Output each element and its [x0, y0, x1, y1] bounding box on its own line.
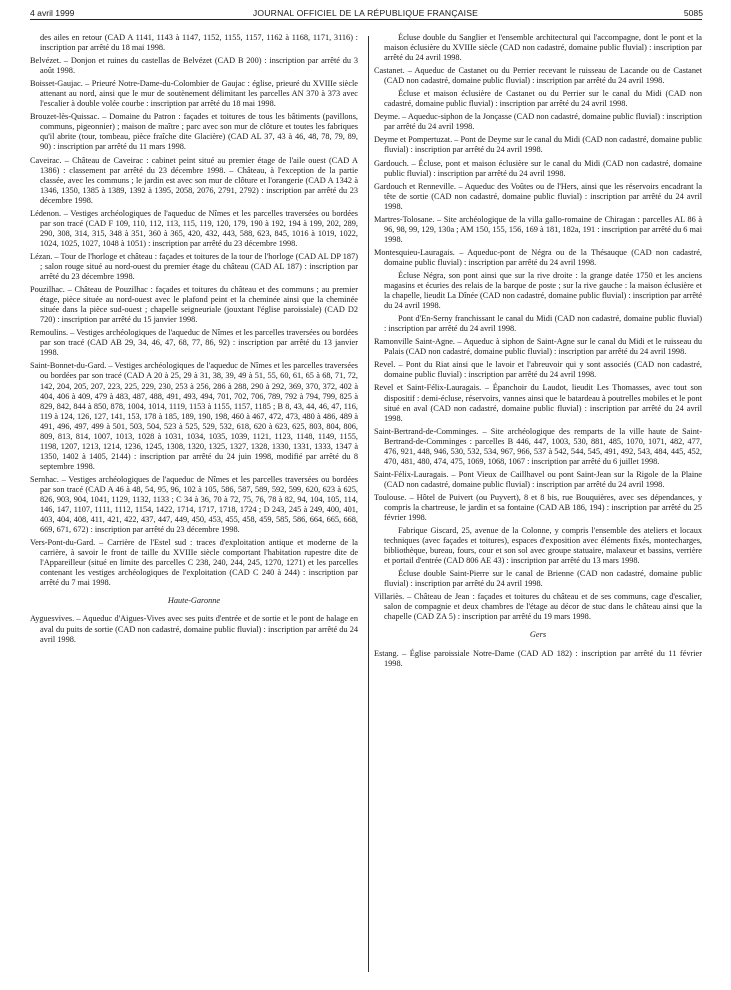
- department-heading: Haute-Garonne: [167, 596, 221, 606]
- entry-castanet: Castanet. – Aqueduc de Castanet ou du Perrier recevant le ruisseau de Lacande ou de Castanet (CAD non cadastré, domaine public fluvial) : inscription par arrêté du 24 avril 1998.: [374, 66, 702, 86]
- entry-sernhac: Sernhac. – Vestiges archéologiques de l'aqueduc de Nîmes et les parcelles traversées ou bordées par son tracé (CAD A 46 à 48, 54, 95, 96, 102 à 105, 586, 587, 589, 592, 599, 620, 623 à 625, 826, 903, 904, 1041, 1129, 1132, 1133 ; C 34 à 36, 70 à 72, 75, 76, 78 à 82, 94, 104, 105, 114, 146, 147, 1107, 1111, 1112, 1154, 1422, 1714, 1717, 1718, 1724 ; D 243, 245 à 249, 400, 401, 403, 404, 408, 411, 421, 422, 437, 447, 449, 450, 453, 455, 458, 459, 585, 586, 664, 665, 668, 669, 671, 672) : inscription par arrêté du 23 décembre 1998.: [30, 474, 358, 535]
- entry-caveirac: Caveirac. – Château de Caveirac : cabinet peint situé au premier étage de l'aile ouest (CAD A 1386) : classement par arrêté du 23 décembre 1998. – Château, à l'exception de la partie classée, avec les communs ; le jardin est avec son mur de clôture et l'orangerie (CAD A 1342 à 1346, 1350, 1385 à 1389, 1392 à 1395, 2058, 2076, 2791, 2792) : inscription par arrêté du 23 décembre 1998.: [30, 155, 358, 205]
- entry-saint-bertrand: Saint-Bertrand-de-Comminges. – Site archéologique des remparts de la ville haute de Saint-Bertrand-de-Comminges : parcelles B 446, 447, 1003, 530, 881, 485, 1070, 1071, 482, 477, 476, 921, 448, 946, 530, 532, 534, 967, 966, 537 à 542, 544, 545, 491, 492, 543, 484, 445, 452, 470, 481, 480, 474, 475, 1069, 1068, 1067 : inscription par arrêté du 6 juillet 1998.: [374, 426, 702, 466]
- entry-gardouch: Gardouch. – Écluse, pont et maison éclusière sur le canal du Midi (CAD non cadastré, domaine public fluvial) : inscription par arrêté du 24 avril 1998.: [374, 158, 702, 178]
- column-divider: [368, 36, 369, 972]
- issue-date: 4 avril 1999: [30, 8, 75, 18]
- page-header: [0, 0, 731, 22]
- entry-martres-tolosane: Martres-Tolosane. – Site archéologique de la villa gallo-romaine de Chiragan : parcelles AL 86 à 96, 98, 99, 129, 130a ; AM 150, 155, 156, 169 à 181, 182a, 191 : inscription par arrêté du 6 mai 1998.: [374, 214, 702, 244]
- journal-title: JOURNAL OFFICIEL DE LA RÉPUBLIQUE FRANÇAISE: [252, 8, 479, 18]
- entry-saint-bonnet-du-gard: Saint-Bonnet-du-Gard. – Vestiges archéologiques de l'aqueduc de Nîmes et les parcelles traversées ou bordées par son tracé (CAD A 20 à 25, 29 à 31, 38, 39, 49 à 51, 55, 60, 61, 65 à 68, 71, 72, 142, 204, 205, 207, 223, 225, 229, 230, 253 à 256, 286 à 288, 290 à 292, 369, 370, 372, 402 à 404, 406 à 409, 479 à 483, 487, 488, 491, 493, 494, 701, 702, 706, 789, 792 à 794, 799, 825 à 829, 842, 844 à 850, 878, 1004, 1014, 1119, 1153 à 1155, 1157, 1185 ; B 8, 43, 44, 46, 47, 116, 119 à 124, 126, 127, 141, 153, 178 à 185, 189, 190, 198, 460 à 467, 472, 473, 480 à 486, 489 à 491, 496, 497, 499 à 501, 503, 504, 523 à 525, 529, 532, 618, 620 à 623, 625, 803, 804, 806, 809, 813, 814, 1007, 1013, 1028 à 1031, 1034, 1035, 1039, 1121, 1123, 1148, 1149, 1155, 1198, 1207, 1213, 1214, 1236, 1245, 1308, 1320, 1325, 1327, 1328, 1330, 1331, 1333, 1347 à 1350, 1402 à 1405, 2144) : inscription par arrêté du 24 juin 1998, modifié par arrêté du 8 septembre 1998.: [30, 361, 358, 471]
- entry-castanet-ecluse: Écluse et maison éclusière de Castanet ou du Perrier sur le canal du Midi (CAD non cadastré, domaine public fluvial) : inscription par arrêté du 24 avril 1998.: [384, 89, 702, 109]
- entry-deyme-pompertuzat: Deyme et Pompertuzat. – Pont de Deyme sur le canal du Midi (CAD non cadastré, domaine public fluvial) : inscription par arrêté du 24 avril 1998.: [374, 135, 702, 155]
- entry-pouzilhac: Pouzilhac. – Château de Pouzilhac : façades et toitures du château et des communs ; au premier étage, pièce située au nord-ouest avec le plafond peint et la cheminée ainsi que la cheminée située dans la pièce sud-ouest ; chapelle seigneuriale (jouxtant l'église paroissiale) (CAD D2 720) : inscription par arrêté du 15 janvier 1998.: [30, 285, 358, 325]
- entry-continuation: des ailes en retour (CAD A 1141, 1143 à 1147, 1152, 1155, 1157, 1162 à 1168, 1171, 3116) : inscription par arrêté du 18 mai 1998.: [40, 33, 358, 53]
- entry-brouzet-les-quissac: Brouzet-lès-Quissac. – Domaine du Patron : façades et toitures de tous les bâtiments (pavillons, communs, pigeonnier) ; maison de maître ; parc avec son mur de clôture et toutes les fabriques qu'il abrite (tour, tombeau, pièce fraîche dite Glacière) (CAD AL 37, 43 à 46, 48, 78, 79, 89, 90) : inscription par arrêté du 11 mars 1998.: [30, 112, 358, 152]
- entry-ramonville: Ramonville Saint-Agne. – Aqueduc à siphon de Saint-Agne sur le canal du Midi et le ruisseau du Palais (CAD non cadastré, domaine public fluvial) : inscription par arrêté du 24 avril 1998.: [374, 337, 702, 357]
- entry-saint-felix: Saint-Félix-Lauragais. – Pont Vieux de Caillhavel ou pont Saint-Jean sur la Rigole de la Plaine (CAD non cadastré, domaine public fluvial) : inscription par arrêté du 24 avril 1998.: [374, 469, 702, 489]
- page-number: 5085: [683, 8, 703, 18]
- entry-remoulins: Remoulins. – Vestiges archéologiques de l'aqueduc de Nîmes et les parcelles traversées ou bordées par son tracé (CAD AB 29, 34, 46, 47, 68, 77, 86, 92) : inscription par arrêté du 13 janvier 1998.: [30, 328, 358, 358]
- entry-ledenon: Lédenon. – Vestiges archéologiques de l'aqueduc de Nîmes et les parcelles traversées ou bordées par son tracé (CAD F 109, 110, 112, 113, 115, 119, 120, 179, 190 à 192, 194 à 199, 202, 289, 290, 308, 314, 315, 348 à 351, 360 à 365, 420, 432, 443, 588, 623, 845, 1016 à 1019, 1022, 1024, 1025, 1027, 1048 à 1051) : inscription par arrêté du 23 décembre 1998.: [30, 208, 358, 248]
- right-column: [374, 33, 702, 672]
- entry-toulouse-fabrique: Fabrique Giscard, 25, avenue de la Colonne, y compris l'ensemble des ateliers et locaux techniques (avec façades et toitures), espaces d'exposition avec éléments fixés, montecharges, bibliothèque, bureau, fours, cour et son sol avec groupe statuaire, malaxeur et bassins, verrière et portail d'entrée (CAD 806 AE 43) : inscription par arrêté du 13 mars 1998.: [384, 526, 702, 566]
- entry-montesquieu-ecluse: Écluse Négra, son pont ainsi que sur la rive droite : la grange datée 1750 et les anciens magasins et écuries des relais de la barque de poste ; sur la rive gauche : la maison éclusière et la chapelle, lieudit La Dînée (CAD non cadastré, domaine public fluvial) : inscription par arrêté du 24 avril 1998.: [384, 270, 702, 311]
- left-column: [30, 33, 358, 648]
- entry-belvezet: Belvézet. – Donjon et ruines du castellas de Belvézet (CAD B 200) : inscription par arrêté du 3 août 1998.: [30, 56, 358, 76]
- entry-deyme: Deyme. – Aqueduc-siphon de la Jonçasse (CAD non cadastré, domaine public fluvial) : inscription par arrêté du 24 avril 1998.: [374, 112, 702, 132]
- entry-montesquieu-lauragais: Montesquieu-Lauragais. – Aqueduc-pont de Négra ou de la Thésauque (CAD non cadastré, domaine public fluvial) : inscription par arrêté du 24 avril 1998.: [374, 247, 702, 267]
- entry-continuation: Écluse double du Sanglier et l'ensemble architectural qui l'accompagne, dont le pont et la maison éclusière du XVIIIe siècle (CAD non cadastré, domaine public fluvial) : inscription par arrêté du 24 avril 1998.: [384, 33, 702, 63]
- entry-toulouse-ecluse: Écluse double Saint-Pierre sur le canal de Brienne (CAD non cadastré, domaine public fluvial) : inscription par arrêté du 24 avril 1998.: [384, 569, 702, 589]
- entry-villaries: Villariès. – Château de Jean : façades et toitures du château et de ses communs, cage d'escalier, salon de compagnie et deux chambres de l'étage au décor de stuc dans le château ainsi que la chapelle (CAD ZA 5) : inscription par arrêté du 19 mars 1998.: [374, 592, 702, 622]
- entry-vers-pont-du-gard: Vers-Pont-du-Gard. – Carrière de l'Estel sud : traces d'exploitation antique et moderne de la carrière, à savoir le front de taille du XVIIIe siècle comportant l'habitation rupestre dite de l'Appareilleur (situé en limite des parcelles C 238, 240, 244, 245, 1270, 1271) et les parcelles contenant les vestiges archéologiques de l'exploitation (CAD C 240 à 244) : inscription par arrêté du 7 mai 1998.: [30, 538, 358, 588]
- entry-revel: Revel. – Pont du Riat ainsi que le lavoir et l'abreuvoir qui y sont associés (CAD non cadastré, domaine public fluvial) : inscription par arrêté du 24 avril 1998.: [374, 360, 702, 380]
- entry-ayguesvives: Ayguesvives. – Aqueduc d'Aigues-Vives avec ses puits d'entrée et de sortie et le pont de halage en aval du puits de sortie (CAD non cadastré, domaine public fluvial) : inscription par arrêté du 24 avril 1998.: [30, 614, 358, 644]
- entry-lezan: Lézan. – Tour de l'horloge et château : façades et toitures de la tour de l'horloge (CAD AL DP 187) ; salon rouge situé au nord-ouest du premier étage du château (CAD AL 187) : inscription par arrêté du 23 décembre 1998.: [30, 251, 358, 282]
- header-divider: [30, 19, 702, 20]
- entry-boisset-gaujac: Boisset-Gaujac. – Prieuré Notre-Dame-du-Colombier de Gaujac : église, prieuré du XVIIIe siècle attenant au nord, ainsi que le mur de soutènement délimitant les parcelles AN 370 à 373 avec l'escalier à double volée courbe : inscription par arrêté du 18 mai 1998.: [30, 79, 358, 109]
- entry-toulouse: Toulouse. – Hôtel de Puivert (ou Puyvert), 8 et 8 bis, rue Bouquières, avec ses dépendances, y compris la chartreuse, le jardin et sa fontaine (CAD AB 186, 194) : inscription par arrêté du 25 février 1998.: [374, 492, 702, 523]
- entry-gardouch-renneville: Gardouch et Renneville. – Aqueduc des Voûtes ou de l'Hers, ainsi que les réservoirs encadrant la tête de sortie (CAD non cadastré, domaine public fluvial) : inscription par arrêté du 24 avril 1998.: [374, 181, 702, 211]
- department-heading: Gers: [529, 630, 547, 640]
- entry-revel-saint-felix: Revel et Saint-Félix-Lauragais. – Épanchoir du Laudot, lieudit Les Thomasses, avec tout son dispositif : demi-écluse, réservoirs, vannes ainsi que le batardeau à poutrelles mobiles et le pont situé en aval (CAD non cadastré, domaine public fluvial) : inscription par arrêté du 24 avril 1998.: [374, 383, 702, 423]
- entry-estang: Estang. – Église paroissiale Notre-Dame (CAD AD 182) : inscription par arrêté du 11 février 1998.: [374, 648, 702, 668]
- entry-montesquieu-pont: Pont d'En-Serny franchissant le canal du Midi (CAD non cadastré, domaine public fluvial) : inscription par arrêté du 24 avril 1998.: [384, 314, 702, 334]
